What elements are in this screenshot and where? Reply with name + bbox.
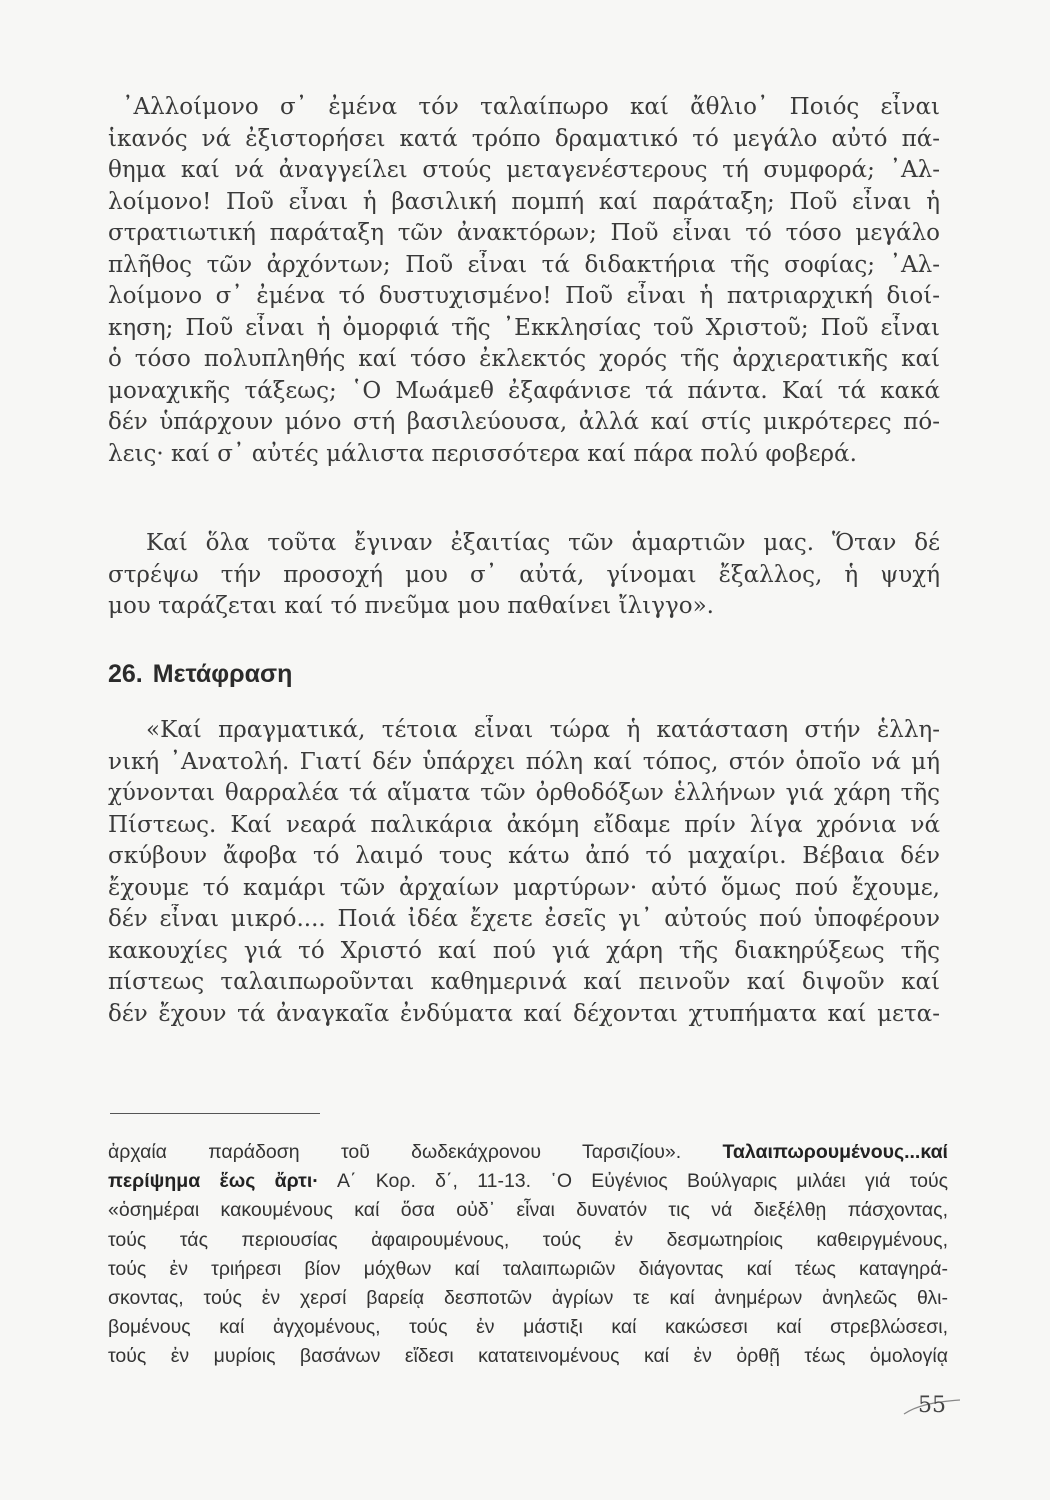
- text-line: δέν ἔχουν τά ἀναγκαῖα ἐνδύματα καί δέχονται χτυπήματα καί μετα-: [108, 1000, 940, 1027]
- text-line: δέν εἶναι μικρό.... Ποιά ἰδέα ἔχετε ἐσεῖς γι᾽ αὐτούς πού ὑποφέρουν: [108, 906, 940, 932]
- text-line: ἔχουμε τό καμάρι τῶν ἀρχαίων μαρτύρων· αὐτό ὅμως πού ἔχουμε,: [108, 874, 940, 901]
- footnote: [108, 1138, 948, 1372]
- paragraph-sins: [108, 528, 940, 623]
- text-line: χύνονται θαρραλέα τά αἵματα τῶν ὀρθοδόξων ἑλλήνων γιά χάρη τῆς: [108, 780, 940, 806]
- paragraph-lament: [108, 92, 940, 470]
- footnote-line: τούς τάς περιουσίας ἀφαιρουμένους, τούς ἐν δεσμωτηρίοις καθειργμένους,: [108, 1228, 948, 1251]
- text-line: θημα καί νά ἀναγγείλει στούς μεταγενέστερους τή συμφορά; ᾽Αλ-: [108, 157, 940, 183]
- text-line: μοναχικῆς τάξεως; ῾Ο Μωάμεθ ἐξαφάνισε τά πάντα. Καί τά κακά: [108, 377, 940, 404]
- section-title: Μετάφραση: [152, 660, 293, 688]
- footnote-line: σκοντας, τούς ἐν χερσί βαρείᾳ δεσποτῶν ἀγρίων τε καί ἀνημέρων ἀνηλεῶς θλι-: [108, 1287, 948, 1310]
- paragraph-translation: [108, 715, 940, 1030]
- text-line: λοίμονο σ᾽ ἐμένα τό δυστυχισμένο! Ποῦ εἶναι ἡ πατριαρχική διοί-: [108, 283, 940, 309]
- footnote-text: ἀρχαία παράδοση τοῦ δωδεκάχρονου Ταρσιζίου».: [108, 1141, 682, 1163]
- text-line: ᾽Αλλοίμονο σ᾽ ἐμένα τόν ταλαίπωρο καί ἄθλιο᾽ Ποιός εἶναι: [122, 94, 940, 120]
- text-line: «Καί πραγματικά, τέτοια εἶναι τώρα ἡ κατάσταση στήν ἑλλη-: [146, 717, 940, 743]
- text-line: Καί ὅλα τοῦτα ἔγιναν ἐξαιτίας τῶν ἁμαρτιῶν μας. Ὅταν δέ: [146, 530, 940, 556]
- text-line: πίστεως ταλαιπωροῦνται καθημερινά καί πεινοῦν καί διψοῦν καί: [108, 969, 940, 995]
- text-line: πλῆθος τῶν ἀρχόντων; Ποῦ εἶναι τά διδακτήρια τῆς σοφίας; ᾽Αλ-: [108, 251, 940, 278]
- text-line: δέν ὑπάρχουν μόνο στή βασιλεύουσα, ἀλλά καί στίς μικρότερες πό-: [108, 409, 940, 435]
- footnote-line: βομένους καί ἀγχομένους, τούς ἐν μάστιξι καί κακώσεσι καί στρεβλώσεσι,: [108, 1316, 948, 1339]
- footnote-line: τούς ἐν τριήρεσι βίον μόχθων καί ταλαιπωριῶν διάγοντας καί τέως καταγηρά-: [108, 1257, 948, 1280]
- section-heading: [108, 660, 292, 689]
- text-line: νική ᾽Ανατολή. Γιατί δέν ὑπάρχει πόλη καί τόπος, στόν ὁποῖο νά μή: [108, 748, 940, 775]
- text-line: κακουχίες γιά τό Χριστό καί πού γιά χάρη τῆς διακηρύξεως τῆς: [108, 937, 940, 964]
- text-line: στρέψω τήν προσοχή μου σ᾽ αὐτά, γίνομαι ἔξαλλος, ἡ ψυχή: [108, 561, 940, 588]
- footnote-line: [108, 1167, 948, 1196]
- footnote-bold-text: περίψημα ἕως ἄρτι·: [108, 1170, 319, 1193]
- footnote-line: «ὁσημέραι κακουμένους καί ὅσα οὐδ᾽ εἶναι δυνατόν τις νά διεξέλθῃ πάσχοντας,: [108, 1199, 948, 1222]
- footnote-bold-text: Ταλαιπωρουμένους...καί: [722, 1141, 948, 1163]
- section-number: 26.: [108, 660, 143, 688]
- text-line: κηση; Ποῦ εἶναι ἡ ὀμορφιά τῆς ᾽Εκκλησίας τοῦ Χριστοῦ; Ποῦ εἶναι: [108, 314, 940, 341]
- text-line: στρατιωτική παράταξη τῶν ἀνακτόρων; Ποῦ εἶναι τό τόσο μεγάλο: [108, 220, 940, 246]
- footnote-text: Α΄ Κορ. δ΄, 11-13. ῾Ο Εὐγένιος Βούλγαρις μιλάει γιά τούς: [336, 1170, 948, 1193]
- page-number: 55: [918, 1393, 946, 1418]
- text-line: ἱκανός νά ἐξιστορήσει κατά τρόπο δραματικό τό μεγάλο αὐτό πά-: [108, 125, 940, 152]
- footnote-line: [108, 1138, 948, 1167]
- text-line: ὁ τόσο πολυπληθής καί τόσο ἐκλεκτός χορός τῆς ἀρχιερατικῆς καί: [108, 346, 940, 372]
- footnote-line: τούς ἐν μυρίοις βασάνων εἴδεσι κατατεινομένους καί ἐν ὀρθῇ τέως ὁμολογίᾳ: [108, 1345, 948, 1368]
- text-line: μου ταράζεται καί τό πνεῦμα μου παθαίνει ἴλιγγο».: [108, 593, 714, 619]
- text-line: Πίστεως. Καί νεαρά παλικάρια ἀκόμη εἴδαμε πρίν λίγα χρόνια νά: [108, 811, 940, 838]
- text-line: λεις· καί σ᾽ αὐτές μάλιστα περισσότερα καί πάρα πολύ φοβερά.: [108, 440, 857, 467]
- footnote-divider: [110, 1113, 320, 1114]
- text-line: σκύβουν ἄφοβα τό λαιμό τους κάτω ἀπό τό μαχαίρι. Βέβαια δέν: [108, 843, 940, 869]
- text-line: λοίμονο! Ποῦ εἶναι ἡ βασιλική πομπή καί παράταξη; Ποῦ εἶναι ἡ: [108, 188, 940, 215]
